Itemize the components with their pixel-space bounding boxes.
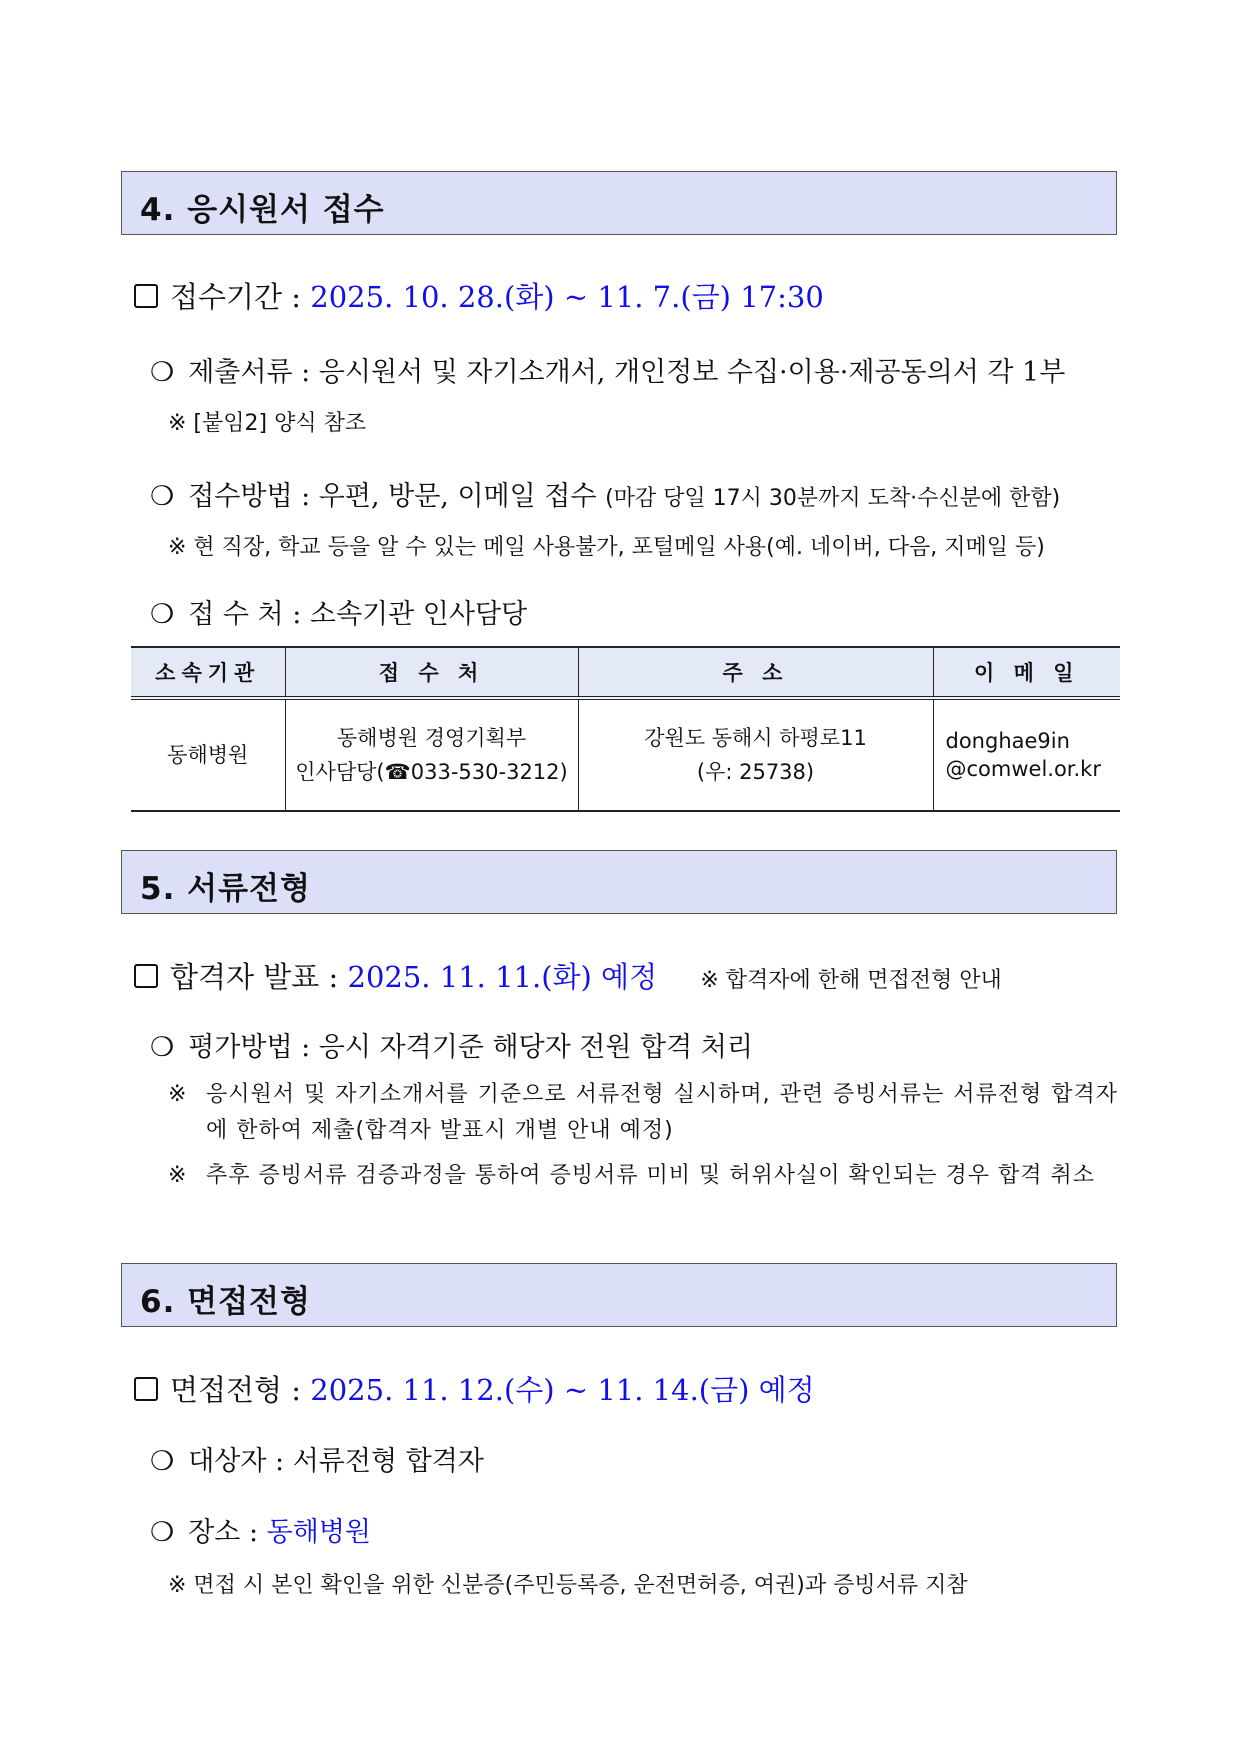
cell-org: 동해병원 bbox=[131, 698, 285, 811]
col-header-address: 주 소 bbox=[578, 647, 933, 698]
method-note: ※ 현 직장, 학교 등을 알 수 있는 메일 사용불가, 포털메일 사용(예. 네이버, 다음, 지메일 등) bbox=[168, 535, 1045, 560]
table-row bbox=[131, 698, 1120, 811]
circle-bullet-icon: ❍ bbox=[150, 481, 175, 512]
section-5-title: 5. 서류전형 bbox=[140, 871, 311, 907]
col-header-office: 접 수 처 bbox=[285, 647, 578, 698]
evaluation-method: ❍ 평가방법 : 응시 자격기준 해당자 전원 합격 처리 bbox=[150, 1032, 753, 1063]
checkbox-square-icon bbox=[134, 964, 158, 988]
section-5-header bbox=[121, 850, 1117, 914]
interview-place: ❍ 장소 : 동해병원 bbox=[150, 1517, 371, 1548]
application-period: 접수기간 : 2025. 10. 28.(화) ~ 11. 7.(금) 17:30 bbox=[134, 275, 824, 316]
interview-period: 면접전형 : 2025. 11. 12.(수) ~ 11. 14.(금) 예정 bbox=[134, 1368, 815, 1409]
evaluation-note-1: ※ 응시원서 및 자기소개서를 기준으로 서류전형 실시하며, 관련 증빙서류는 서류전형 합격자에 한하여 제출(합격자 발표시 개별 안내 예정) bbox=[168, 1082, 1118, 1143]
announcement-note: ※ 합격자에 한해 면접전형 안내 bbox=[700, 968, 1002, 993]
table-header-row bbox=[131, 647, 1120, 698]
evaluation-note-2: ※ 추후 증빙서류 검증과정을 통하여 증빙서류 미비 및 허위사실이 확인되는 경우 합격 취소 bbox=[168, 1163, 1095, 1188]
circle-bullet-icon: ❍ bbox=[150, 357, 175, 388]
circle-bullet-icon: ❍ bbox=[150, 1032, 175, 1063]
cell-address: 강원도 동해시 하평로11 (우: 25738) bbox=[578, 698, 933, 811]
announcement-date: 2025. 11. 11.(화) 예정 bbox=[347, 960, 658, 994]
col-header-org: 소속기관 bbox=[131, 647, 285, 698]
section-4-title: 4. 응시원서 접수 bbox=[140, 192, 385, 228]
checkbox-square-icon bbox=[134, 284, 158, 308]
submission-method: ❍ 접수방법 : 우편, 방문, 이메일 접수 (마감 당일 17시 30분까지 도착·수신분에 한함) bbox=[150, 481, 1061, 512]
checkbox-square-icon bbox=[134, 1377, 158, 1401]
section-6-title: 6. 면접전형 bbox=[140, 1284, 311, 1320]
submission-documents: ❍ 제출서류 : 응시원서 및 자기소개서, 개인정보 수집·이용·제공동의서 각 1부 bbox=[150, 357, 1066, 388]
col-header-email: 이 메 일 bbox=[933, 647, 1120, 698]
section-6-header bbox=[121, 1263, 1117, 1327]
circle-bullet-icon: ❍ bbox=[150, 1446, 175, 1477]
reception-table bbox=[131, 646, 1120, 812]
interview-target: ❍ 대상자 : 서류전형 합격자 bbox=[150, 1446, 484, 1477]
documents-note: ※ [붙임2] 양식 참조 bbox=[168, 411, 367, 436]
submission-place: ❍ 접 수 처 : 소속기관 인사담당 bbox=[150, 599, 528, 630]
circle-bullet-icon: ❍ bbox=[150, 599, 175, 630]
application-period-value: 2025. 10. 28.(화) ~ 11. 7.(금) 17:30 bbox=[310, 280, 824, 314]
circle-bullet-icon: ❍ bbox=[150, 1517, 175, 1548]
interview-period-value: 2025. 11. 12.(수) ~ 11. 14.(금) 예정 bbox=[310, 1373, 815, 1407]
interview-note: ※ 면접 시 본인 확인을 위한 신분증(주민등록증, 운전면허증, 여권)과 증빙서류 지참 bbox=[168, 1573, 968, 1598]
cell-office: 동해병원 경영기획부 인사담당(☎033-530-3212) bbox=[285, 698, 578, 811]
cell-email: donghae9in @comwel.or.kr bbox=[933, 698, 1120, 811]
section-4-header bbox=[121, 171, 1117, 235]
result-announcement: 합격자 발표 : 2025. 11. 11.(화) 예정 ※ 합격자에 한해 면접전형 안내 bbox=[134, 955, 1002, 996]
interview-place-value: 동해병원 bbox=[266, 1517, 371, 1548]
